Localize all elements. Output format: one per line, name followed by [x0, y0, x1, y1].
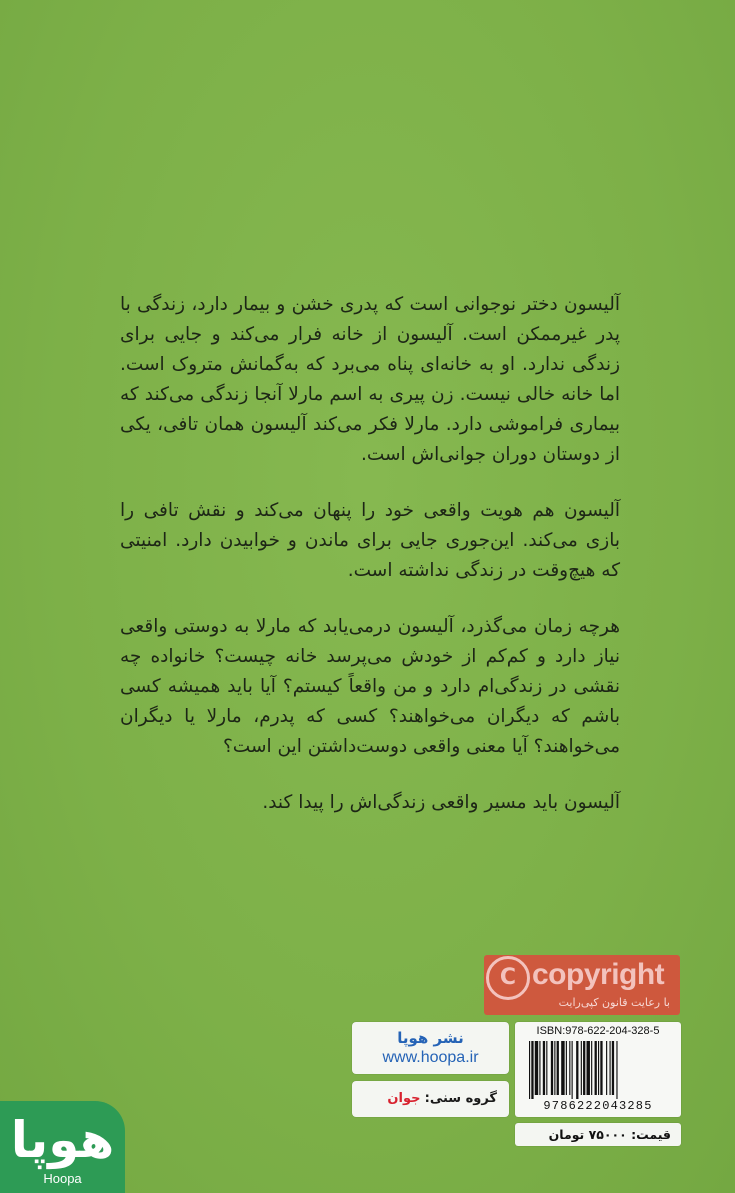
blurb-paragraph-2: آلیسون هم هویت واقعی خود را پنهان می‌کند و نقش تافی را بازی می‌کند. این‌جوری جایی برای ماندن و خوابیدن دارد. امنیتی که هیچ‌وقت در زندگی نداشته است. [120, 500, 620, 581]
blurb-paragraph-3: هرچه زمان می‌گذرد، آلیسون درمی‌یابد که مارلا به دوستی واقعی نیاز دارد و کم‌کم از خودش می‌پرسد خانه چیست؟ خانواده چه نقشی در زندگی‌ام دارد و من واقعاً کیستم؟ آیا باید همیشه کسی باشم که دیگران می‌خواهند؟ کسی که پدرم، مارلا یا دیگران می‌خواهند؟ آیا معنی واقعی دوست‌داشتن این است؟ [120, 616, 620, 757]
ean-number: 9786222043285 [543, 1099, 653, 1113]
hoopa-logo-mark: هوپا [10, 1111, 115, 1169]
hoopa-logo [0, 1101, 125, 1193]
copyright-icon: C [486, 956, 530, 1000]
barcode-icon [529, 1041, 673, 1099]
blurb-paragraph-4: آلیسون باید مسیر واقعی زندگی‌اش را پیدا کند. [262, 792, 620, 813]
age-group-label: گروه سنی: [424, 1091, 497, 1106]
copyright-word: copyright [532, 958, 665, 991]
publisher-box [352, 1022, 509, 1074]
isbn-label: ISBN:978-622-204-328-5 [536, 1025, 660, 1037]
age-group-box [352, 1081, 509, 1117]
publisher-url[interactable]: www.hoopa.ir [382, 1049, 479, 1066]
hoopa-logo-name: Hoopa [43, 1171, 82, 1186]
copyright-stamp [484, 955, 680, 1015]
publisher-name: نشر هوپا [397, 1029, 464, 1047]
price-label: قیمت: ۷۵۰۰۰ تومان [548, 1127, 671, 1142]
copyright-subtitle: با رعایت قانون کپی‌رایت [558, 996, 670, 1009]
back-cover-blurb [120, 290, 620, 818]
barcode-box [515, 1022, 681, 1117]
price-box [515, 1123, 681, 1146]
age-group-value: جوان [387, 1091, 421, 1106]
blurb-paragraph-1: آلیسون دختر نوجوانی است که پدری خشن و بیمار دارد، زندگی با پدر غیرممکن است. آلیسون از خانه فرار می‌کند و جایی برای زندگی ندارد. او به خانه‌ای پناه می‌برد که به‌گمانش متروک است. اما خانه خالی نیست. زن پیری به اسم مارلا آنجا زندگی می‌کند که بیماری فراموشی دارد. مارلا فکر می‌کند آلیسون همان تافی، یکی از دوستان دوران جوانی‌اش است. [120, 294, 620, 465]
